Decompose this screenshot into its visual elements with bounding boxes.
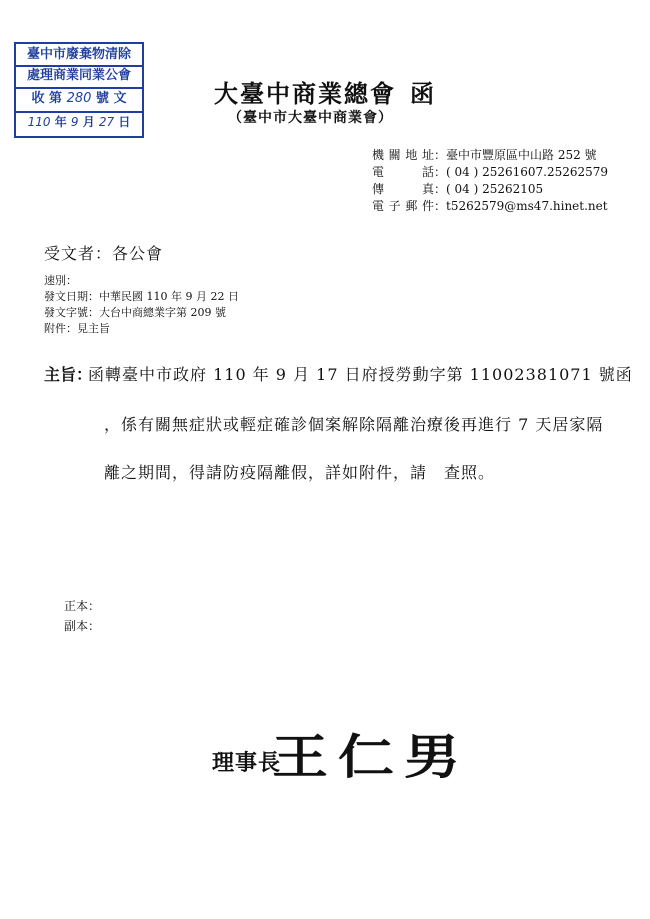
original-recipients: 正本： bbox=[64, 599, 101, 613]
stamp-receipt-value: 280 bbox=[66, 91, 92, 106]
org-subtitle: （臺中市大臺中商業會） bbox=[228, 110, 393, 126]
contact-value: ：臺中市豐原區中山路 252 號 bbox=[434, 148, 597, 162]
stamp-receipt-suffix: 號 bbox=[95, 91, 109, 106]
meta-issue-date: 發文日期：中華民國 110 年 9 月 22 日 bbox=[44, 290, 239, 303]
stamp-date-year: 110 bbox=[27, 115, 51, 129]
received-stamp bbox=[14, 42, 144, 138]
doc-type: 函 bbox=[410, 79, 434, 108]
meta-attachment: 附件：見主旨 bbox=[44, 322, 110, 335]
contact-fax bbox=[372, 181, 608, 198]
contact-label: 機關地址 bbox=[372, 148, 434, 162]
contact-email bbox=[372, 198, 608, 215]
contact-label: 電 話 bbox=[372, 165, 434, 179]
subject-label: 主旨： bbox=[44, 365, 93, 384]
contact-value: ：( 04 ) 25261607.25262579 bbox=[434, 165, 609, 179]
stamp-receipt-prefix: 收 第 bbox=[31, 91, 63, 106]
contact-value: ：t5262579@ms47.hinet.net bbox=[434, 199, 608, 213]
contact-label: 傳 真 bbox=[372, 182, 434, 196]
recipient: 受文者：各公會 bbox=[44, 244, 164, 263]
meta-doc-number: 發文字號：大台中商總業字第 209 號 bbox=[44, 306, 226, 319]
stamp-date-year-unit: 年 bbox=[54, 115, 67, 129]
stamp-date-month: 9 bbox=[70, 115, 79, 129]
signature-title: 理事長 bbox=[212, 750, 282, 776]
stamp-date-day: 27 bbox=[98, 115, 115, 129]
meta-speed: 速別： bbox=[44, 274, 77, 287]
signature-name: 王仁男 bbox=[272, 729, 470, 786]
stamp-date-day-unit: 日 bbox=[118, 115, 131, 129]
contact-phone bbox=[372, 164, 608, 181]
contact-address bbox=[372, 147, 608, 164]
stamp-receipt-mark: 文 bbox=[113, 91, 127, 106]
org-name: 大臺中商業總會 bbox=[214, 79, 396, 108]
subject-line: ，係有關無症狀或輕症確診個案解除隔離治療後再進行 7 天居家隔 bbox=[104, 415, 604, 434]
subject-line: 離之期間，得請防疫隔離假，詳如附件，請 查照。 bbox=[104, 463, 496, 482]
copy-recipients: 副本： bbox=[64, 619, 101, 633]
stamp-org-line2: 處理商業同業公會 bbox=[16, 65, 142, 89]
stamp-receipt-number bbox=[16, 87, 142, 113]
stamp-receipt-date bbox=[16, 111, 142, 134]
stamp-org-line1: 臺中市廢棄物清除 bbox=[16, 44, 142, 67]
contact-value: ：( 04 ) 25262105 bbox=[434, 182, 544, 196]
contact-block bbox=[372, 147, 608, 215]
contact-label: 電子郵件 bbox=[372, 199, 434, 213]
stamp-date-month-unit: 月 bbox=[82, 115, 95, 129]
document-meta bbox=[44, 273, 239, 337]
subject-line: 函轉臺中市政府 110 年 9 月 17 日府授勞動字第 11002381071 號函 bbox=[88, 365, 633, 384]
